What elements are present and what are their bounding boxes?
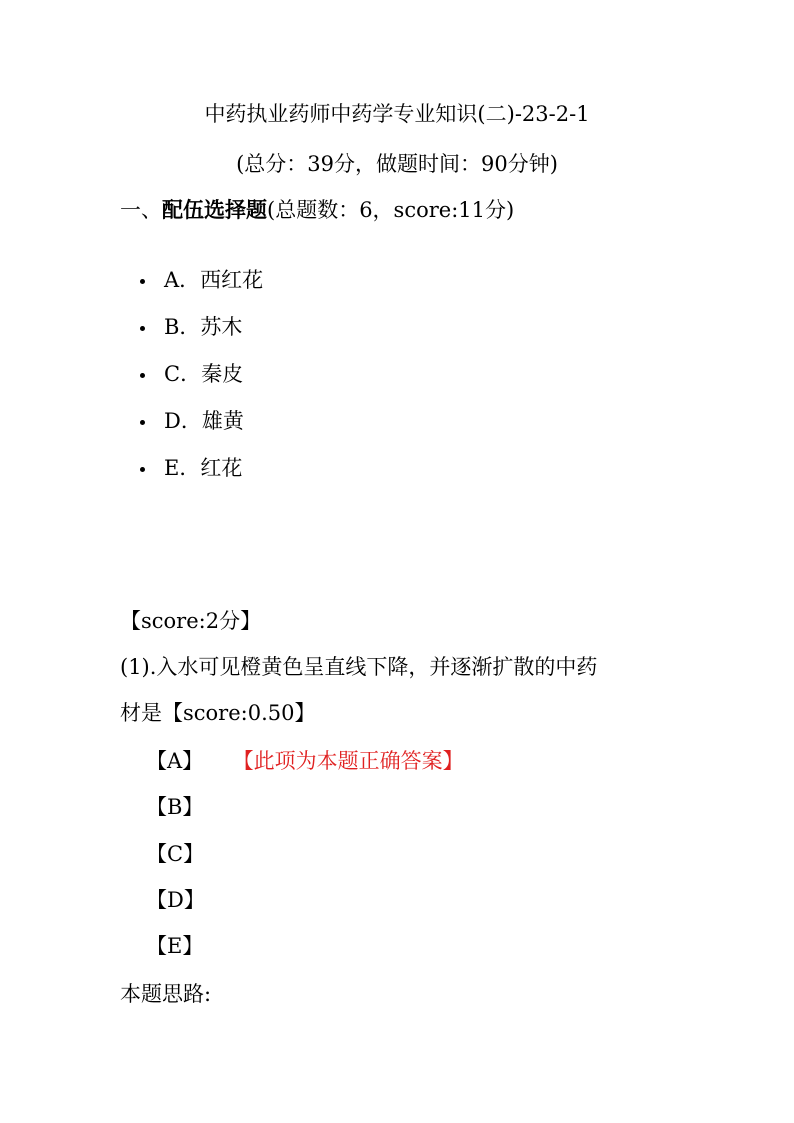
option-label: E．红花 (164, 455, 243, 480)
answer-row-c (146, 838, 204, 868)
question-line-2: 材是【score:0.50】 (120, 701, 316, 725)
bullet-icon (140, 279, 145, 284)
answer-key: 【B】 (146, 795, 204, 819)
list-item (140, 444, 263, 491)
bullet-icon (140, 373, 145, 378)
list-item (140, 256, 263, 303)
question-line-1: (1).入水可见橙黄色呈直线下降，并逐渐扩散的中药 (120, 655, 598, 679)
section-prefix: 一、 (120, 198, 162, 222)
answer-key: 【A】 (146, 749, 204, 773)
option-label: B．苏木 (164, 314, 243, 339)
answer-row-d (146, 884, 205, 914)
explanation-label: 本题思路: (120, 982, 212, 1006)
document-title: 中药执业药师中药学专业知识(二)-23-2-1 (204, 102, 590, 126)
correct-answer-note: 【此项为本题正确答案】 (243, 749, 464, 773)
section-meta: (总题数：6，score:11分) (267, 198, 515, 222)
bullet-icon (140, 467, 145, 472)
section-name: 配伍选择题 (162, 198, 267, 222)
option-label: A．西红花 (164, 267, 264, 292)
option-list (140, 256, 263, 491)
list-item (140, 303, 263, 350)
list-item (140, 350, 263, 397)
bullet-icon (140, 420, 145, 425)
group-score: 【score:2分】 (120, 609, 262, 633)
answer-key: 【E】 (146, 934, 204, 958)
document-subtitle: (总分：39分，做题时间：90分钟) (236, 152, 558, 176)
answer-row-e (146, 930, 203, 960)
answer-row-b (146, 791, 203, 821)
section-heading (120, 194, 514, 224)
answer-key: 【D】 (146, 888, 205, 912)
bullet-icon (140, 326, 145, 331)
list-item (140, 397, 263, 444)
option-label: D．雄黄 (164, 408, 244, 433)
answer-key: 【C】 (146, 842, 205, 866)
answer-row-a (146, 745, 464, 775)
option-label: C．秦皮 (164, 361, 244, 386)
